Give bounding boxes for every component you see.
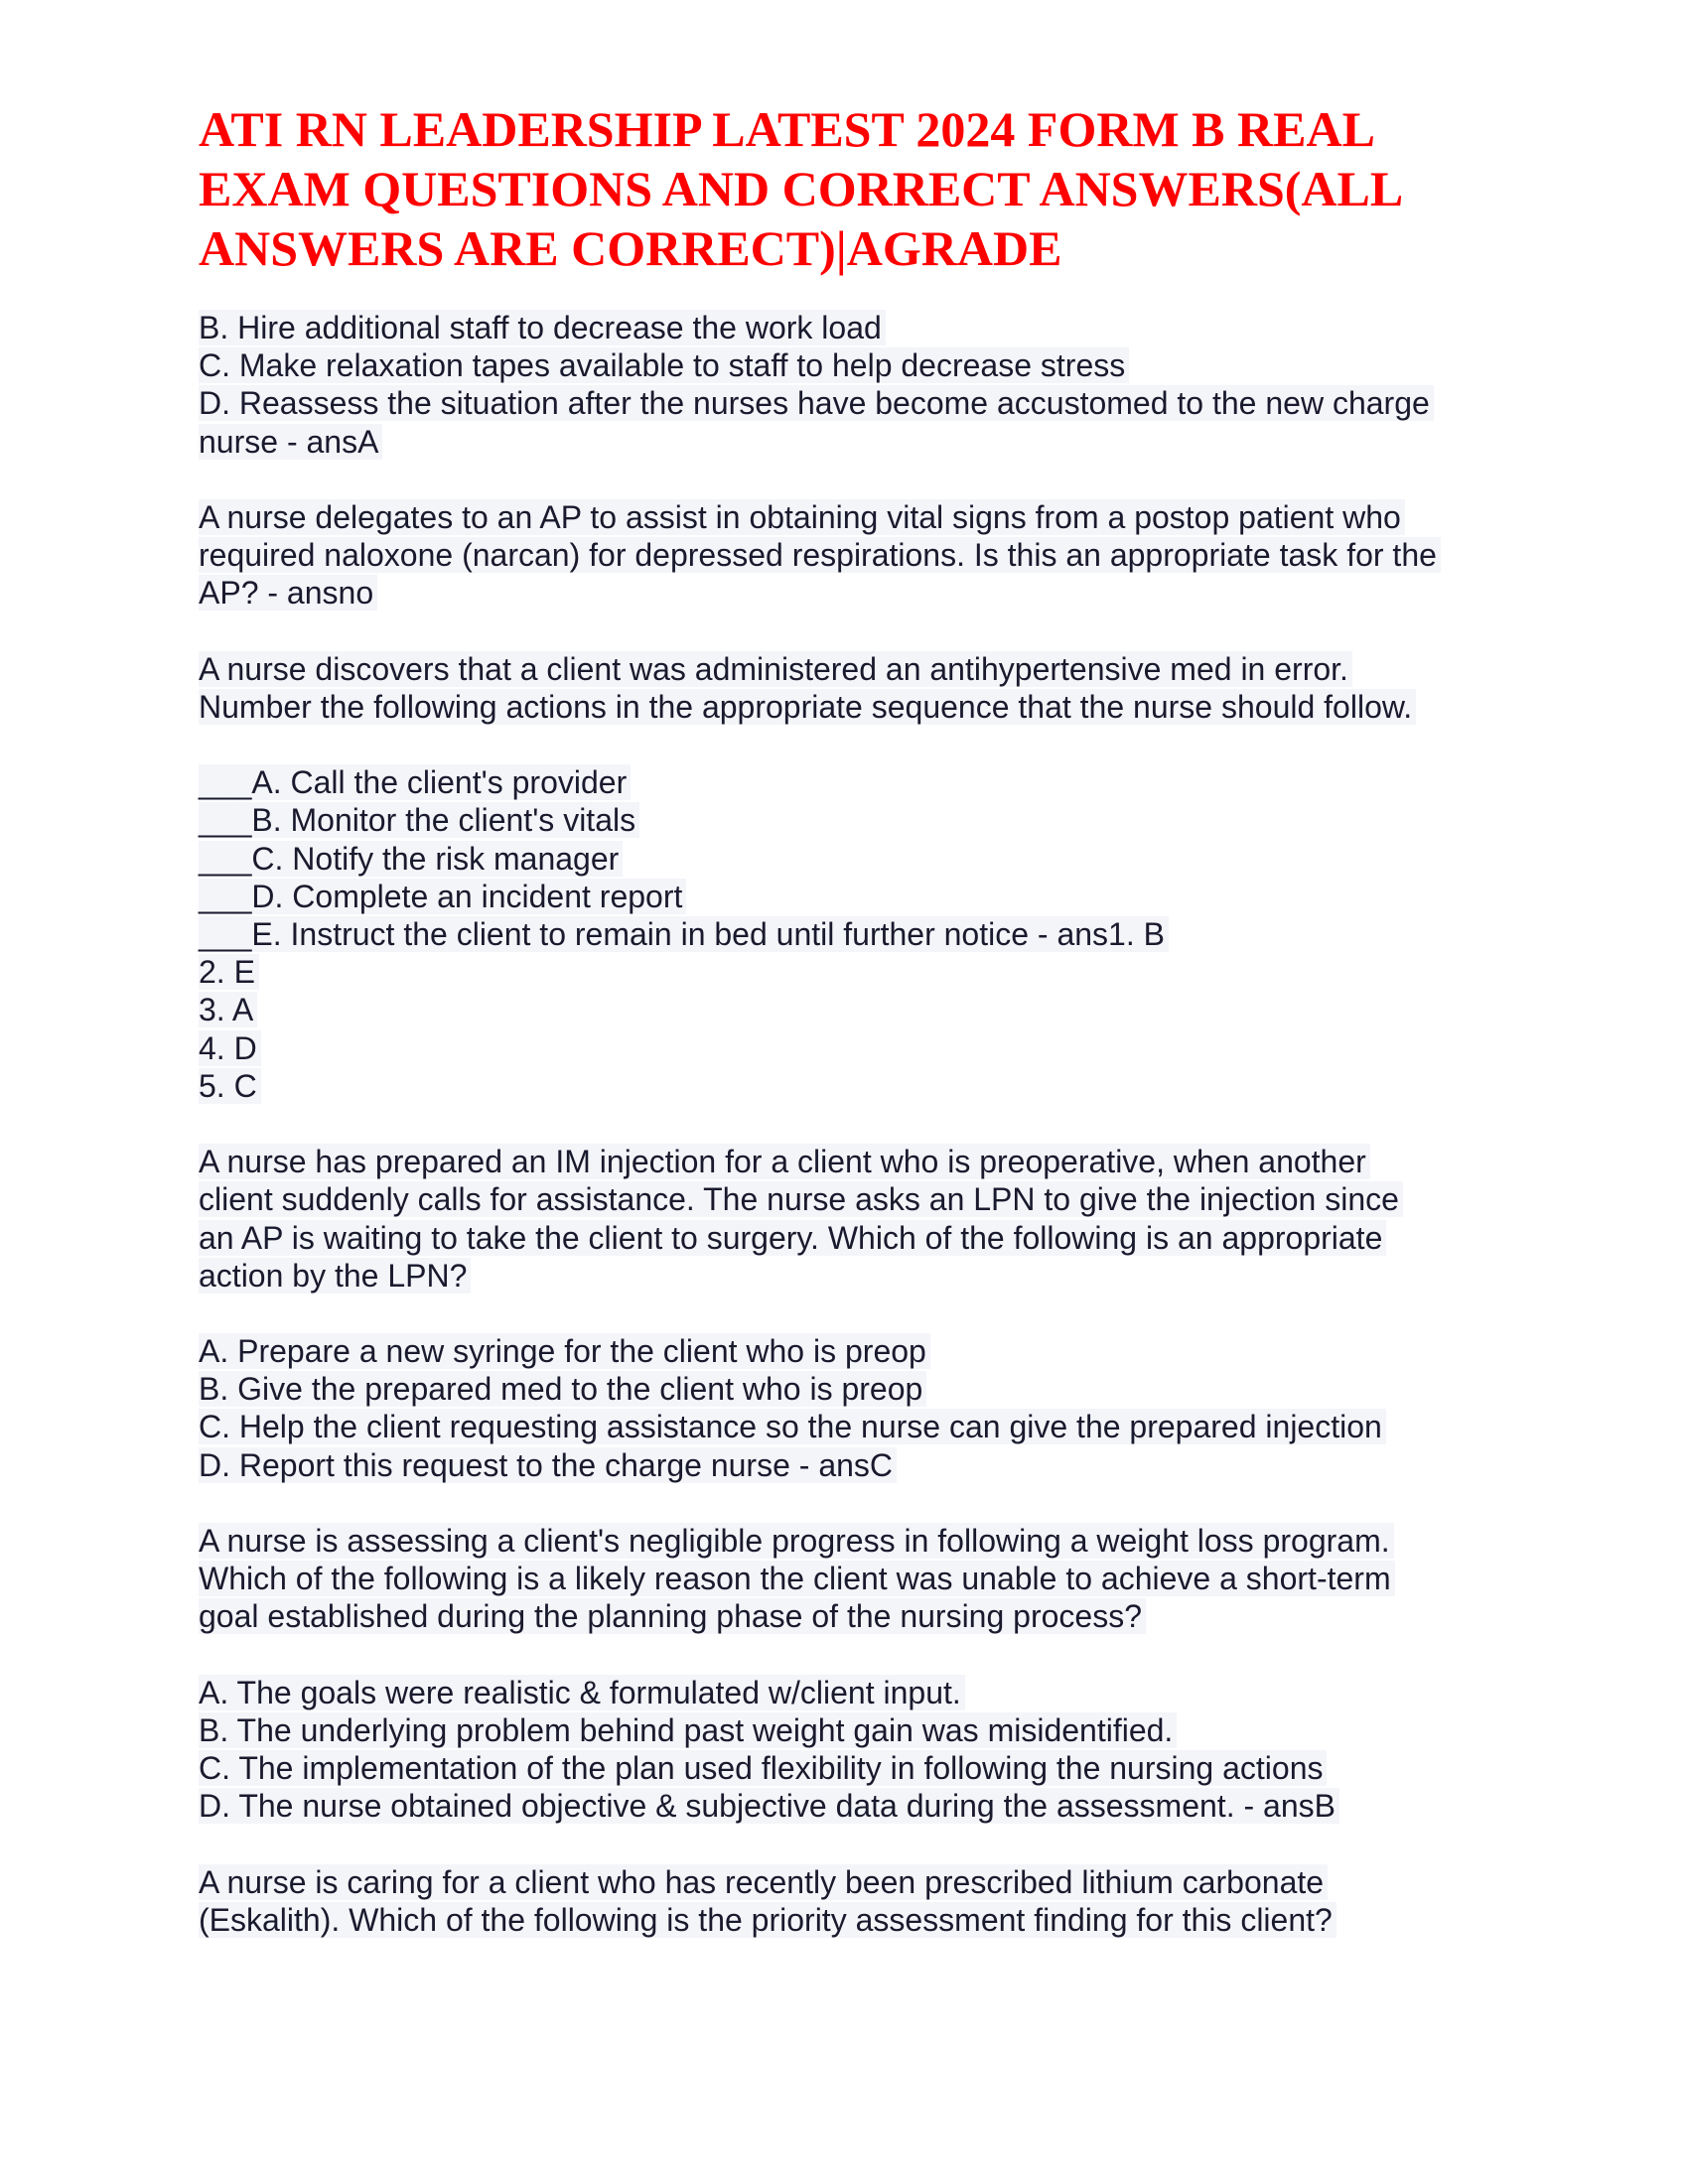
text-line-content: required naloxone (narcan) for depressed respirations. Is this an appropriate task for the	[199, 537, 1441, 573]
text-line-content: 5. C	[199, 1068, 261, 1104]
text-line	[199, 1901, 1509, 1939]
text-line-content: B. Give the prepared med to the client who is preop	[199, 1371, 926, 1407]
text-line-content: B. The underlying problem behind past weight gain was misidentified.	[199, 1712, 1177, 1748]
text-line-content: A. The goals were realistic & formulated w/client input.	[199, 1675, 965, 1710]
text-line	[199, 1560, 1509, 1597]
text-line-content: ___D. Complete an incident report	[199, 879, 686, 914]
text-line-content: 2. E	[199, 954, 259, 990]
text-line	[199, 1180, 1509, 1218]
title-line: ANSWERS ARE CORRECT)|AGRADE	[199, 220, 1062, 276]
text-line-content: C. Make relaxation tapes available to staff to help decrease stress	[199, 347, 1129, 383]
text-line	[199, 1597, 1509, 1635]
text-line	[199, 878, 1509, 915]
document-title	[199, 99, 1509, 278]
text-line	[199, 688, 1509, 726]
text-line-content: A nurse delegates to an AP to assist in obtaining vital signs from a postop patient who	[199, 499, 1405, 535]
text-line	[199, 1711, 1509, 1749]
text-line-content: goal established during the planning phase of the nursing process?	[199, 1598, 1146, 1634]
text-line-content: A nurse has prepared an IM injection for a client who is preoperative, when another	[199, 1144, 1370, 1179]
text-line-content: nurse - ansA	[199, 424, 382, 460]
text-line	[199, 346, 1509, 384]
paragraph-spacer	[199, 1105, 1509, 1143]
text-line-content: client suddenly calls for assistance. The nurse asks an LPN to give the injection since	[199, 1181, 1403, 1217]
text-line-content: an AP is waiting to take the client to surgery. Which of the following is an appropriate	[199, 1220, 1386, 1256]
text-line-content: Number the following actions in the appropriate sequence that the nurse should follow.	[199, 689, 1416, 725]
text-line-content: Which of the following is a likely reason the client was unable to achieve a short-term	[199, 1561, 1395, 1596]
text-line-content: (Eskalith). Which of the following is the priority assessment finding for this client?	[199, 1902, 1336, 1938]
text-line	[199, 840, 1509, 878]
paragraph-spacer	[199, 461, 1509, 498]
text-line-content: action by the LPN?	[199, 1258, 471, 1294]
title-line: ATI RN LEADERSHIP LATEST 2024 FORM B REAL	[199, 101, 1375, 157]
text-line-content: ___A. Call the client's provider	[199, 764, 631, 800]
text-line	[199, 309, 1509, 346]
text-line	[199, 498, 1509, 536]
text-line-content: A nurse is assessing a client's negligible progress in following a weight loss program.	[199, 1523, 1394, 1559]
paragraph-spacer	[199, 1636, 1509, 1674]
text-line	[199, 1370, 1509, 1408]
text-line	[199, 1863, 1509, 1901]
text-line	[199, 763, 1509, 801]
paragraph-spacer	[199, 613, 1509, 650]
text-line	[199, 1787, 1509, 1825]
text-line-content: C. Help the client requesting assistance so the nurse can give the prepared injection	[199, 1409, 1386, 1444]
text-line-content: B. Hire additional staff to decrease the work load	[199, 310, 886, 345]
text-line-content: A nurse discovers that a client was administered an antihypertensive med in error.	[199, 651, 1352, 687]
text-line	[199, 423, 1509, 461]
text-line	[199, 1674, 1509, 1711]
text-line	[199, 801, 1509, 839]
text-line-content: AP? - ansno	[199, 575, 377, 611]
text-line	[199, 1332, 1509, 1370]
text-line	[199, 991, 1509, 1028]
text-line-content: ___C. Notify the risk manager	[199, 841, 623, 877]
title-line: EXAM QUESTIONS AND CORRECT ANSWERS(ALL	[199, 161, 1404, 216]
text-line-content: D. Reassess the situation after the nurses have become accustomed to the new charge	[199, 385, 1434, 421]
text-line	[199, 1029, 1509, 1067]
text-line	[199, 650, 1509, 688]
text-line	[199, 1257, 1509, 1295]
text-line	[199, 1219, 1509, 1257]
text-line	[199, 1408, 1509, 1445]
text-line	[199, 1143, 1509, 1180]
text-line	[199, 1446, 1509, 1484]
text-line	[199, 915, 1509, 953]
text-line	[199, 1067, 1509, 1105]
text-line	[199, 1749, 1509, 1787]
paragraph-spacer	[199, 1826, 1509, 1863]
text-line	[199, 1522, 1509, 1560]
paragraph-spacer	[199, 1484, 1509, 1522]
text-line-content: D. Report this request to the charge nurse - ansC	[199, 1447, 897, 1483]
text-line-content: C. The implementation of the plan used flexibility in following the nursing actions	[199, 1750, 1327, 1786]
paragraph-spacer	[199, 1295, 1509, 1332]
text-line-content: A nurse is caring for a client who has recently been prescribed lithium carbonate	[199, 1864, 1328, 1900]
text-line	[199, 536, 1509, 574]
text-line-content: 4. D	[199, 1030, 261, 1066]
text-line-content: D. The nurse obtained objective & subjective data during the assessment. - ansB	[199, 1788, 1339, 1824]
text-line-content: ___B. Monitor the client's vitals	[199, 802, 639, 838]
document-body	[199, 309, 1509, 1939]
text-line-content: A. Prepare a new syringe for the client who is preop	[199, 1333, 930, 1369]
text-line	[199, 953, 1509, 991]
text-line	[199, 574, 1509, 612]
text-line-content: ___E. Instruct the client to remain in bed until further notice - ans1. B	[199, 916, 1169, 952]
paragraph-spacer	[199, 726, 1509, 763]
text-line	[199, 384, 1509, 422]
text-line-content: 3. A	[199, 992, 257, 1027]
